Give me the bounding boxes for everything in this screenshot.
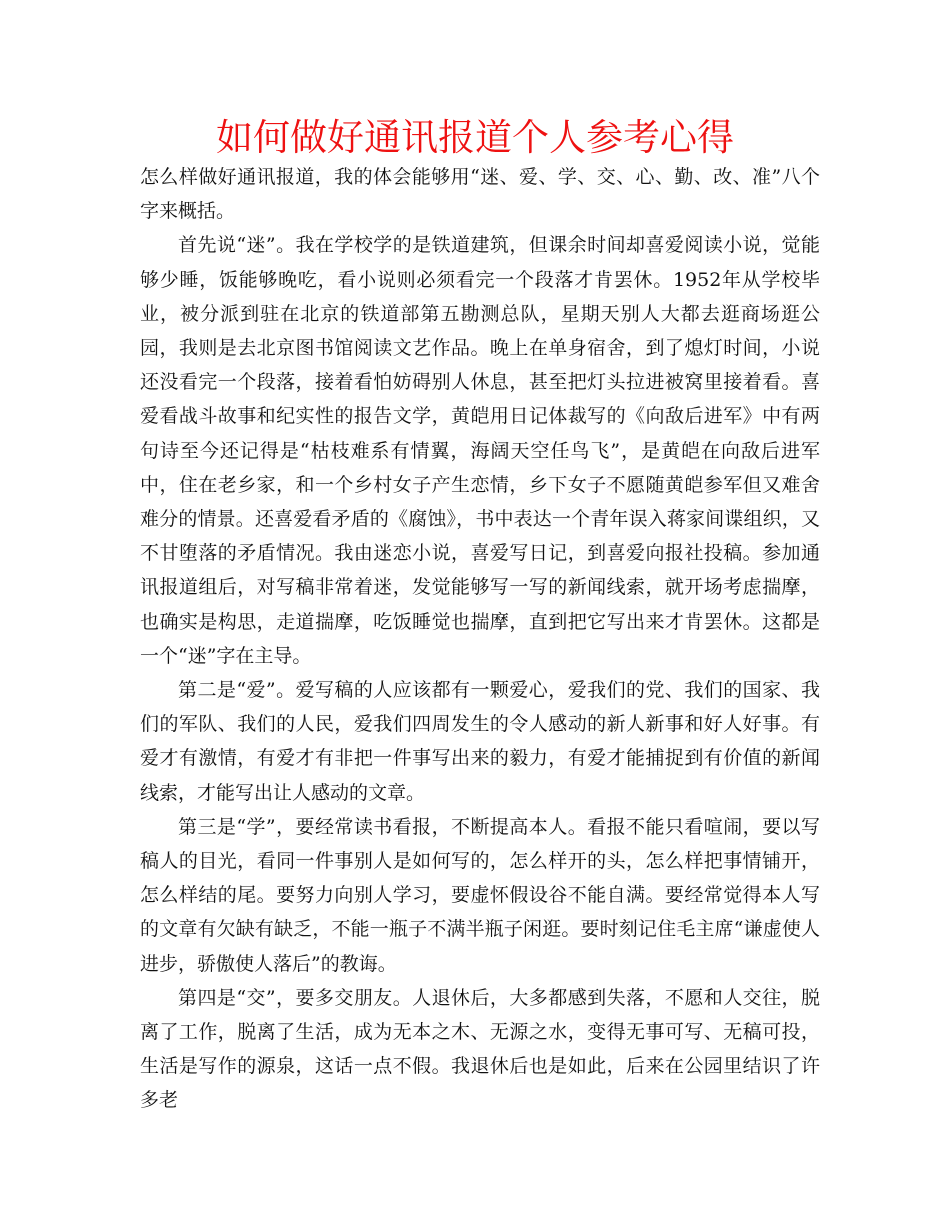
paragraph-mi: 首先说“迷”。我在学校学的是铁道建筑，但课余时间却喜爱阅读小说，觉能够少睡，饭能够晚吃，看小说则必须看完一个段落才肯罢休。1952年从学校毕业，被分派到驻在北京的铁道部第五勘测总队，星期天别人大都去逛商场逛公园，我则是去北京图书馆阅读文艺作品。晚上在单身宿舍，到了熄灯时间，小说还没看完一个段落，接着看怕妨碍别人休息，甚至把灯头拉进被窝里接着看。喜爱看战斗故事和纪实性的报告文学，黄皑用日记体裁写的《向敌后进军》中有两句诗至今还记得是“枯枝难系有情翼，海阔天空任鸟飞”，是黄皑在向敌后进军中，住在老乡家，和一个乡村女子产生恋情，乡下女子不愿随黄皑参军但又难舍难分的情景。还喜爱看矛盾的《腐蚀》，书中表达一个青年误入蒋家间谍组织，又不甘堕落的矛盾情况。我由迷恋小说，喜爱写日记，到喜爱向报社投稿。参加通讯报道组后，对写稿非常着迷，发觉能够写一写的新闻线索，就开场考虑揣摩，也确实是构思，走道揣摩，吃饭睡觉也揣摩，直到把它写出来才肯罢休。这都是一个“迷”字在主导。 <box>140 234 820 667</box>
document-title: 如何做好通讯报道个人参考心得 <box>216 116 734 159</box>
paragraph-jiao: 第四是“交”，要多交朋友。人退休后，大多都感到失落，不愿和人交往，脱离了工作，脱离了生活，成为无本之木、无源之水，变得无事可写、无稿可投，生活是写作的源泉，这话一点不假。我退休后也是如此，后来在公园里结识了许多老 <box>140 986 820 1112</box>
paragraph-xue: 第三是“学”，要经常读书看报，不断提高本人。看报不能只看喧闹，要以写稿人的目光，看同一件事别人是如何写的，怎么样开的头，怎么样把事情铺开，怎么样结的尾。要努力向别人学习，要虚怀假设谷不能自满。要经常觉得本人写的文章有欠缺有缺乏，不能一瓶子不满半瓶子闲逛。要时刻记住毛主席“谦虚使人进步，骄傲使人落后”的教诲。 <box>140 815 820 975</box>
document-body <box>140 160 820 1118</box>
paragraph-intro: 怎么样做好通讯报道，我的体会能够用“迷、爱、学、交、心、勤、改、准”八个字来概括。 <box>140 166 820 223</box>
paragraph-ai: 第二是“爱”。爱写稿的人应该都有一颗爱心，爱我们的党、我们的国家、我们的军队、我们的人民，爱我们四周发生的令人感动的新人新事和好人好事。有爱才有激情，有爱才有非把一件事写出来的毅力，有爱才能捕捉到有价值的新闻线索，才能写出让人感动的文章。 <box>140 679 820 804</box>
